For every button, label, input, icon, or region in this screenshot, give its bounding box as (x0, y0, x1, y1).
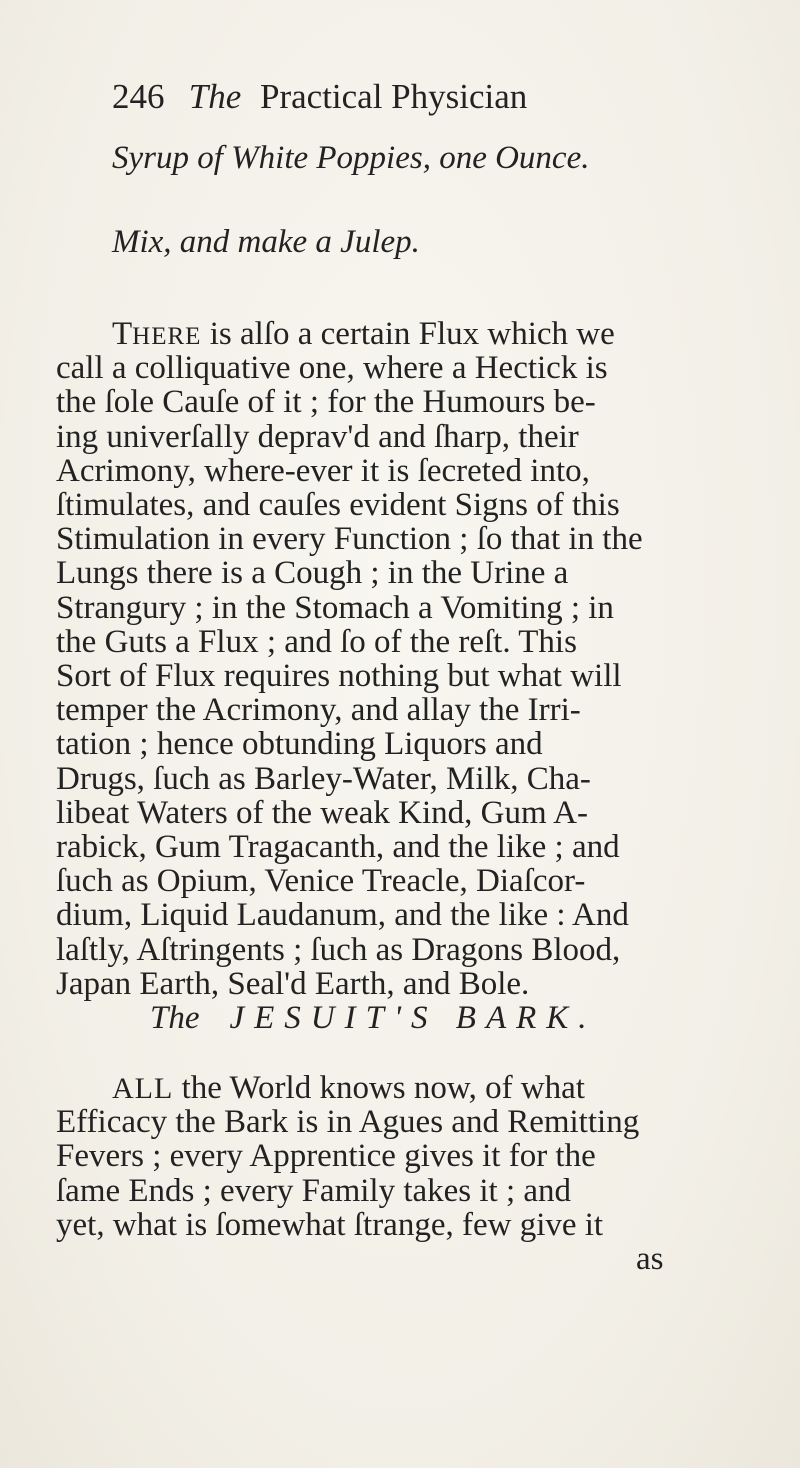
paragraph-1-line-12: temper the Acrimony, and allay the Irri- (56, 692, 581, 728)
section-the: The (150, 1000, 200, 1036)
line-text: the World knows now, of what (173, 1070, 585, 1106)
paragraph-1-line-6: ſtimulates, and cauſes evident Signs of this (56, 487, 620, 523)
paragraph-1-line-8: Lungs there is a Cough ; in the Urine a (56, 555, 569, 591)
paragraph-1-line-7: Stimulation in every Function ; ſo that in the (56, 521, 643, 557)
dropcap-letter: T (112, 316, 133, 352)
paragraph-1-line-16: rabick, Gum Tragacanth, and the like ; and (56, 829, 620, 865)
section-heading (150, 1000, 597, 1037)
line-text: is alſo a certain Flux which we (201, 316, 615, 352)
smallcaps-word: HERE (132, 323, 202, 350)
paragraph-2-line-4: ſame Ends ; every Family takes it ; and (56, 1173, 572, 1209)
section-title-text: JESUIT'S BARK. (229, 1000, 597, 1036)
paragraph-1-line-14: Drugs, ſuch as Barley-Water, Milk, Cha- (56, 761, 591, 797)
paragraph-1-line-18: dium, Liquid Laudanum, and the like : And (56, 897, 629, 933)
paragraph-1-line-10: the Guts a Flux ; and ſo of the reſt. This (56, 624, 577, 660)
paragraph-1-line-5: Acrimony, where-ever it is ſecreted into, (56, 453, 590, 489)
paragraph-1-line-4: ing univerſally deprav'd and ſharp, their (56, 419, 579, 455)
paragraph-2-line-3: Fevers ; every Apprentice gives it for the (56, 1138, 596, 1174)
paragraph-1-line-9: Strangury ; in the Stomach a Vomiting ; in (56, 590, 614, 626)
paragraph-1-line-19: laſtly, Aſtringents ; ſuch as Dragons Blood, (56, 932, 621, 968)
paragraph-1-line-2: call a colliquative one, where a Hectick is (56, 350, 608, 386)
paragraph-1-line-20: Japan Earth, Seal'd Earth, and Bole. (56, 966, 530, 1002)
header-the: The (188, 77, 242, 116)
paragraph-1-line-15: libeat Waters of the weak Kind, Gum A- (56, 795, 588, 831)
paragraph-1-line-11: Sort of Flux requires nothing but what will (56, 658, 622, 694)
smallcaps-word: ALL (112, 1072, 174, 1105)
header-title: Practical Physician (260, 77, 528, 116)
page-number: 246 (112, 77, 165, 116)
paragraph-1-line-17: ſuch as Opium, Venice Treacle, Diaſcor- (56, 863, 586, 899)
recipe-line-2: Mix, and make a Julep. (112, 224, 420, 260)
paragraph-2-line-2: Efficacy the Bark is in Agues and Remitting (56, 1104, 640, 1140)
paragraph-1-line-3: the ſole Cauſe of it ; for the Humours be- (56, 384, 596, 420)
paragraph-2-line-5: yet, what is ſomewhat ſtrange, few give it (56, 1207, 604, 1243)
recipe-line-1: Syrup of White Poppies, one Ounce. (112, 140, 590, 176)
running-header (112, 72, 692, 122)
catchword: as (636, 1241, 664, 1277)
paragraph-1-line-13: tation ; hence obtunding Liquors and (56, 726, 543, 762)
